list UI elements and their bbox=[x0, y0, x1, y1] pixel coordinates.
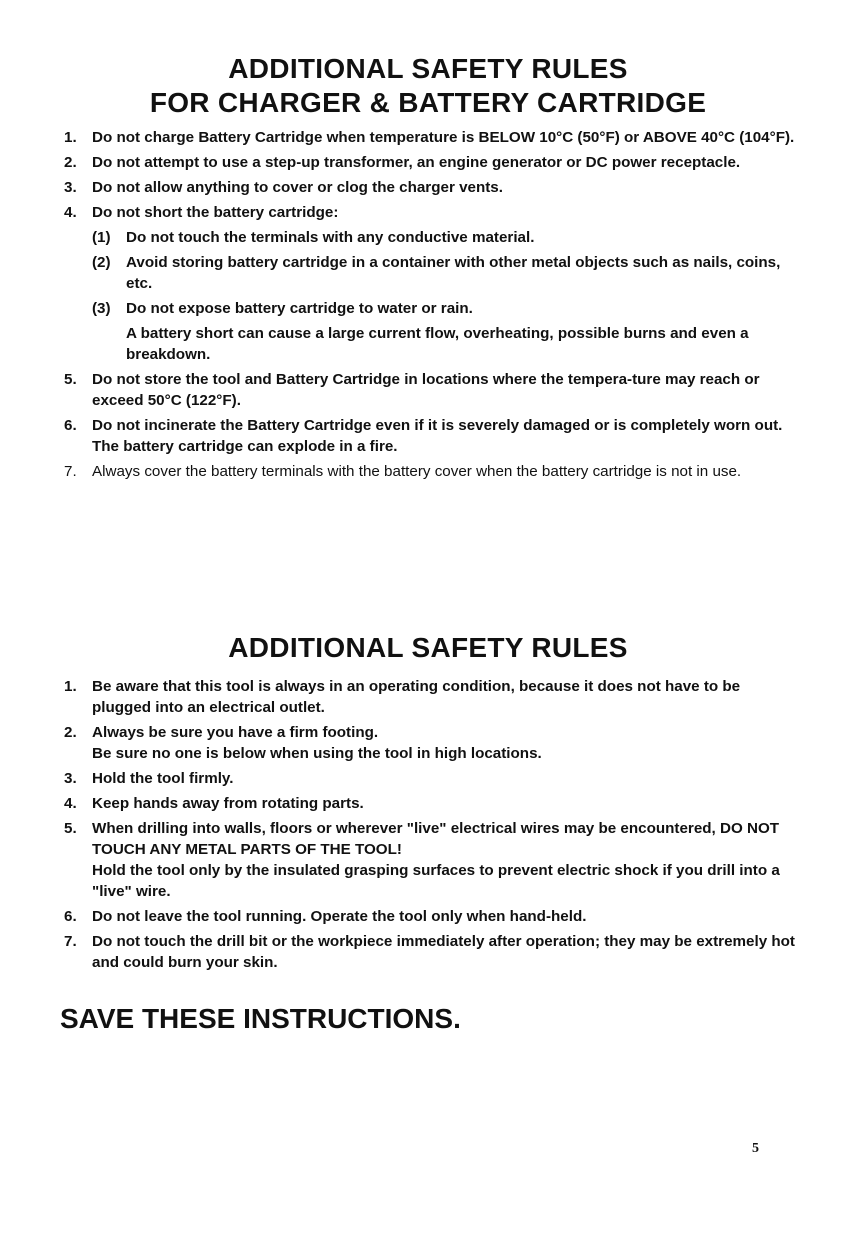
charger-rules-list bbox=[58, 127, 798, 486]
item-text: Do not leave the tool running. Operate the tool only when hand-held. bbox=[92, 908, 587, 925]
item-number: 7. bbox=[64, 933, 77, 950]
short-circuit-sublist bbox=[92, 227, 798, 365]
list-item bbox=[58, 768, 798, 789]
subitem-text: Do not expose battery cartridge to water or rain. bbox=[126, 300, 473, 317]
item-number: 2. bbox=[64, 724, 77, 741]
page-number: 5 bbox=[752, 1141, 759, 1156]
subitem-text: Avoid storing battery cartridge in a container with other metal objects such as nails, coins, etc. bbox=[126, 254, 781, 292]
item-text-continued: Hold the tool only by the insulated grasping surfaces to prevent electric shock if you drill into a "live" wire. bbox=[92, 862, 780, 900]
item-number: 3. bbox=[64, 179, 77, 196]
item-text: Hold the tool firmly. bbox=[92, 770, 234, 787]
list-item bbox=[58, 202, 798, 365]
item-text-continued: Be sure no one is below when using the tool in high locations. bbox=[92, 745, 542, 762]
list-item bbox=[58, 152, 798, 173]
list-item bbox=[58, 369, 798, 411]
subitem-number: (3) bbox=[92, 300, 111, 317]
item-text: Always be sure you have a firm footing. bbox=[92, 724, 379, 741]
item-text: Keep hands away from rotating parts. bbox=[92, 795, 364, 812]
item-number: 1. bbox=[64, 129, 77, 146]
item-text: Do not short the battery cartridge: bbox=[92, 204, 339, 221]
item-number: 4. bbox=[64, 204, 77, 221]
section1-title-line2: FOR CHARGER & BATTERY CARTRIDGE bbox=[149, 87, 707, 118]
item-number: 4. bbox=[64, 795, 77, 812]
short-warning-note: A battery short can cause a large current flow, overheating, possible burns and even a breakdown. bbox=[126, 325, 749, 363]
item-text: Do not store the tool and Battery Cartridge in locations where the tempera-ture may reach or exceed 50°C (122°F). bbox=[92, 371, 760, 409]
list-item bbox=[58, 931, 798, 973]
item-text: When drilling into walls, floors or wherever "live" electrical wires may be encountered, DO NOT TOUCH ANY METAL PARTS OF THE TOOL! bbox=[92, 820, 780, 858]
item-number: 5. bbox=[64, 820, 77, 837]
sublist-item bbox=[92, 298, 798, 365]
item-text: Be aware that this tool is always in an operating condition, because it does not have to be plugged into an electrical outlet. bbox=[92, 678, 741, 716]
item-number: 3. bbox=[64, 770, 77, 787]
item-number: 6. bbox=[64, 417, 77, 434]
item-number: 6. bbox=[64, 908, 77, 925]
item-number: 7. bbox=[64, 463, 77, 480]
item-text: Do not attempt to use a step-up transformer, an engine generator or DC power receptacle. bbox=[92, 154, 741, 171]
item-number: 2. bbox=[64, 154, 77, 171]
section1-title-line1: ADDITIONAL SAFETY RULES bbox=[228, 53, 628, 84]
item-number: 1. bbox=[64, 678, 77, 695]
save-instructions-heading: SAVE THESE INSTRUCTIONS. bbox=[60, 1003, 461, 1034]
section1-heading bbox=[0, 52, 856, 120]
subitem-number: (2) bbox=[92, 254, 111, 271]
tool-rules-list bbox=[58, 676, 798, 977]
item-text: Do not charge Battery Cartridge when temperature is BELOW 10°C (50°F) or ABOVE 40°C (104°F). bbox=[92, 129, 795, 146]
section2-heading: ADDITIONAL SAFETY RULES bbox=[228, 632, 628, 663]
item-text: Do not touch the drill bit or the workpiece immediately after operation; they may be extremely hot and could burn your skin. bbox=[92, 933, 795, 971]
list-item bbox=[58, 793, 798, 814]
list-item bbox=[58, 177, 798, 198]
list-item bbox=[58, 461, 798, 482]
subitem-number: (1) bbox=[92, 229, 111, 246]
list-item bbox=[58, 722, 798, 764]
item-text: Always cover the battery terminals with the battery cover when the battery cartridge is not in use. bbox=[92, 463, 742, 480]
subitem-text: Do not touch the terminals with any conductive material. bbox=[126, 229, 535, 246]
list-item bbox=[58, 415, 798, 457]
list-item bbox=[58, 906, 798, 927]
list-item bbox=[58, 818, 798, 902]
sublist-item bbox=[92, 227, 798, 248]
item-text: Do not incinerate the Battery Cartridge even if it is severely damaged or is completely worn out. The battery cartridge can explode in a fire. bbox=[92, 417, 783, 455]
list-item bbox=[58, 127, 798, 148]
item-number: 5. bbox=[64, 371, 77, 388]
sublist-item bbox=[92, 252, 798, 294]
list-item bbox=[58, 676, 798, 718]
item-text: Do not allow anything to cover or clog the charger vents. bbox=[92, 179, 503, 196]
